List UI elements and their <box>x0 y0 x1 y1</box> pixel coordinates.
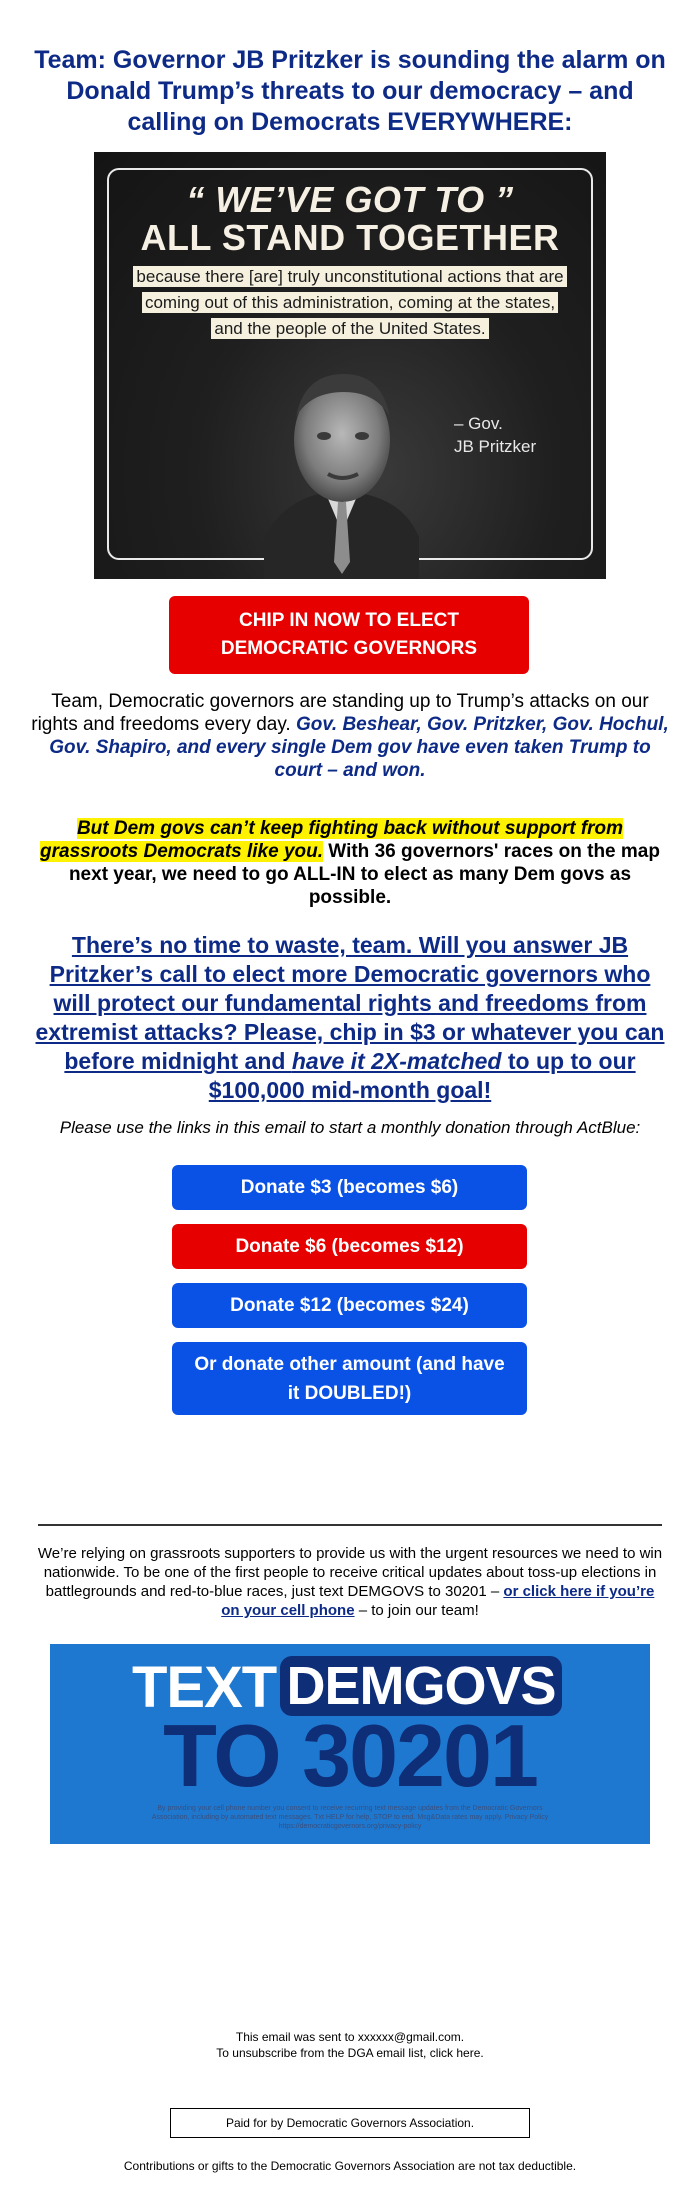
section-divider <box>38 1524 662 1526</box>
text-demgovs-banner[interactable] <box>50 1644 650 1844</box>
donate-other-button[interactable]: Or donate other amount (and have it DOUBLED!) <box>172 1342 527 1415</box>
highlighted-text: But Dem govs can’t keep fighting back without support from grassroots Democrats like you. <box>40 818 624 862</box>
pritzker-quote-image[interactable] <box>94 152 606 579</box>
sent-to-line: This email was sent to xxxxxx@gmail.com. <box>235 2030 465 2044</box>
quote-line-1: “ WE’VE GOT TO ” <box>186 179 514 220</box>
cell-phone-link[interactable]: or click here if you’re on your cell phone <box>221 1583 655 1619</box>
banner-shortcode: TO 30201 <box>163 1706 537 1805</box>
donate-3-button[interactable]: Donate $3 (becomes $6) <box>172 1165 527 1210</box>
banner-keyword-pill: DEMGOVS <box>280 1656 562 1716</box>
donate-6-button[interactable]: Donate $6 (becomes $12) <box>172 1224 527 1269</box>
quote-body-wrap <box>129 264 571 342</box>
intro-paragraph: Team, Democratic governors are standing up to Trump’s attacks on our rights and freedoms every day. Gov. Beshear, Gov. Pritzker, Gov. Hochul, Gov. Shapiro, and every single Dem gov have even taken Trump to court – and won. <box>31 691 669 781</box>
donate-12-button[interactable]: Donate $12 (becomes $24) <box>172 1283 527 1328</box>
intro-emphasis: Gov. Beshear, Gov. Pritzker, Gov. Hochul, Gov. Shapiro, and every single Dem gov have even taken Trump to court – and won. <box>49 714 669 781</box>
headline: Team: Governor JB Pritzker is sounding the alarm on Donald Trump’s threats to our democracy – and calling on Democrats EVERYWHERE: <box>34 46 666 136</box>
sms-signup-paragraph: We’re relying on grassroots supporters to provide us with the urgent resources we need to win nationwide. To be one of the first people to receive critical updates about toss-up elections in battlegrounds and red-to-blue races, just text DEMGOVS to 30201 – or click here if you’re on your cell phone – to join our team! <box>37 1545 663 1619</box>
chip-in-button[interactable]: CHIP IN NOW TO ELECT DEMOCRATIC GOVERNORS <box>169 596 529 674</box>
quote-attribution: – Gov. JB Pritzker <box>454 414 537 456</box>
support-paragraph: But Dem govs can’t keep fighting back without support from grassroots Democrats like you. With 36 governors' races on the map next year, we need to go ALL-IN to elect as many Dem govs as possible. <box>40 818 660 908</box>
banner-fine-print: By providing your cell phone number you consent to receive recurring text message updates from the Democratic Governors Association, including by automated text messages. Txt HELP for help, STOP to end. Msg&Data rates may apply. Privacy Policy https://democraticgovernors.org/privacy-policy <box>151 1805 549 1830</box>
monthly-donation-note: Please use the links in this email to start a monthly donation through ActBlue: <box>59 1118 641 1137</box>
tax-disclaimer: Contributions or gifts to the Democratic Governors Association are not tax deductible. <box>123 2159 577 2173</box>
banner-text-word: TEXT <box>132 1655 277 1720</box>
donate-appeal-link[interactable]: There’s no time to waste, team. Will you answer JB Pritzker’s call to elect more Democratic governors who will protect our fundamental rights and freedoms from extremist attacks? Please, chip in $3 or whatever you can before midnight and have it 2X-matched to up to our $100,000 mid-month goal! <box>35 932 665 1103</box>
quote-body: because there [are] truly unconstitutional actions that are coming out of this administration, coming at the states, and the people of the United States. <box>133 266 566 339</box>
paid-for-box: Paid for by Democratic Governors Association. <box>170 2108 530 2138</box>
quote-line-2: ALL STAND TOGETHER <box>140 217 560 258</box>
pritzker-photo <box>264 362 419 579</box>
unsubscribe-link[interactable]: To unsubscribe from the DGA email list, click here. <box>216 2046 484 2060</box>
